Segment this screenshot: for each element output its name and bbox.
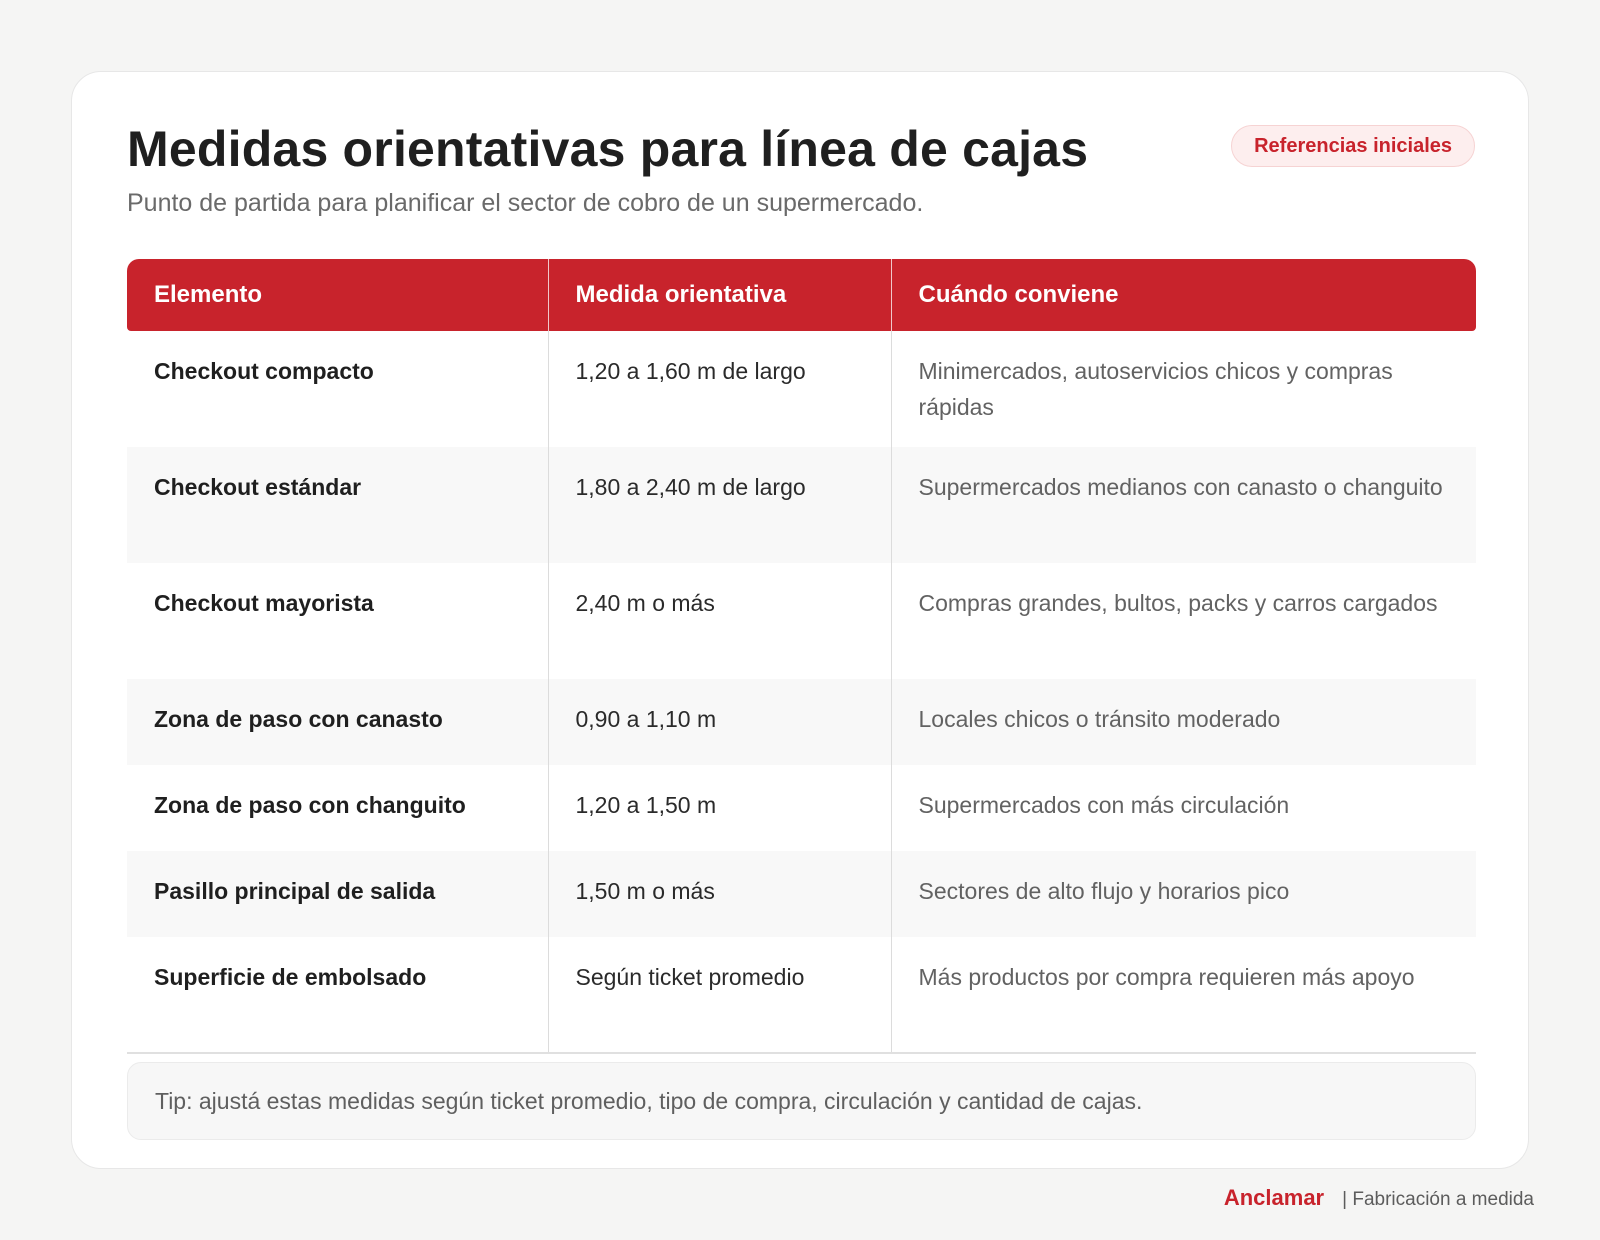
cell-measure: 1,20 a 1,50 m bbox=[548, 765, 891, 851]
table-row bbox=[127, 447, 1476, 563]
cell-when: Supermercados medianos con canasto o changuito bbox=[891, 447, 1476, 563]
brand-name: Anclamar bbox=[1223, 1185, 1325, 1210]
cell-measure: Según ticket promedio bbox=[548, 937, 891, 1053]
cell-when: Minimercados, autoservicios chicos y compras rápidas bbox=[891, 331, 1476, 447]
references-badge: Referencias iniciales bbox=[1231, 125, 1475, 167]
column-header-when: Cuándo conviene bbox=[891, 259, 1476, 331]
cell-element: Checkout mayorista bbox=[154, 590, 374, 616]
table-row bbox=[127, 679, 1476, 765]
cell-element: Checkout compacto bbox=[154, 358, 374, 384]
cell-when: Sectores de alto flujo y horarios pico bbox=[891, 851, 1476, 937]
cell-element: Pasillo principal de salida bbox=[127, 851, 548, 937]
cell-when: Compras grandes, bultos, packs y carros cargados bbox=[891, 563, 1476, 679]
cell-element: Zona de paso con canasto bbox=[127, 679, 548, 765]
table-header-row bbox=[127, 259, 1476, 331]
cell-measure: 2,40 m o más bbox=[548, 563, 891, 679]
column-header-measure: Medida orientativa bbox=[548, 259, 891, 331]
table-row bbox=[127, 851, 1476, 937]
table-row bbox=[127, 765, 1476, 851]
cell-measure: 1,20 a 1,60 m de largo bbox=[548, 331, 891, 447]
cell-when: Más productos por compra requieren más apoyo bbox=[891, 937, 1476, 1053]
table-row bbox=[127, 563, 1476, 679]
page-subtitle: Punto de partida para planificar el sector de cobro de un supermercado. bbox=[127, 189, 924, 217]
footer bbox=[1224, 1185, 1534, 1211]
column-header-element: Elemento bbox=[127, 259, 548, 331]
cell-measure: 1,80 a 2,40 m de largo bbox=[548, 447, 891, 563]
table-row bbox=[127, 331, 1476, 447]
table-row bbox=[127, 937, 1476, 1053]
cell-measure: 0,90 a 1,10 m bbox=[548, 679, 891, 765]
cell-when: Locales chicos o tránsito moderado bbox=[891, 679, 1476, 765]
cell-when: Supermercados con más circulación bbox=[891, 765, 1476, 851]
cell-measure: 1,50 m o más bbox=[548, 851, 891, 937]
page-title: Medidas orientativas para línea de cajas bbox=[127, 121, 1089, 177]
tip-box: Tip: ajustá estas medidas según ticket promedio, tipo de compra, circulación y cantidad de cajas. bbox=[127, 1062, 1476, 1140]
content-card bbox=[71, 71, 1529, 1169]
cell-element: Checkout estándar bbox=[127, 447, 548, 563]
cell-element: Superficie de embolsado bbox=[127, 937, 548, 1053]
cell-element: Zona de paso con changuito bbox=[154, 792, 466, 818]
footer-note: | Fabricación a medida bbox=[1342, 1189, 1534, 1210]
measures-table bbox=[127, 259, 1476, 1054]
